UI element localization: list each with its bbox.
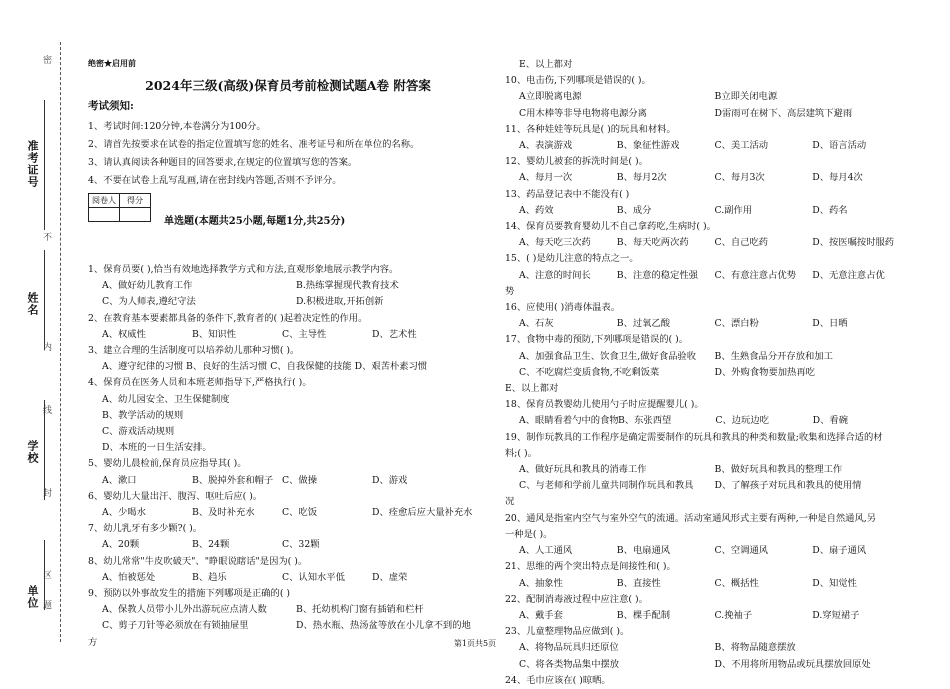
option: B、生熟食品分开存放和加工 [714,350,833,362]
option-row [505,657,910,673]
name-label: 姓名 [26,292,39,316]
grader-input[interactable] [89,208,120,222]
question-stem: 一种是( )。 [505,528,553,540]
score-input[interactable] [120,208,151,222]
option: A、做好幼儿教育工作 [102,280,193,292]
option: D、语言活动 [812,140,867,152]
option: C、为人师表,遵纪守法 [102,296,196,308]
option: A、遵守纪律的习惯 B、良好的生活习惯 C、自我保健的技能 D、艰苦朴素习惯 [102,361,428,373]
option-row [505,235,910,251]
question-stem: 5、婴幼儿晨检前,保育员应指导其( )。 [88,458,247,470]
question-stem: 20、通风是指室内空气与室外空气的流通。活动室通风形式主要有两种,一种是自然通风,另 [505,512,877,524]
option-row [505,89,910,105]
option-row [505,203,910,219]
option: C、将各类物品集中摆放 [519,658,620,670]
question-tail: 况 [505,496,515,508]
option: A、加强食品卫生、饮食卫生,做好食品验收 [519,350,697,362]
option: C、与老师和学前儿童共同制作玩具和教具 [519,480,694,492]
option: B、棵手配制 [616,609,671,621]
question-stem: 13、药品登记表中不能没有( ) [505,188,630,200]
option: B、知识性 [192,328,237,340]
note-item: 1、考试时间:120分钟,本卷满分为100分。 [88,121,266,132]
option: D、了解孩子对玩具和教具的使用情 [714,480,862,492]
option: D、无意注意占优 [812,269,885,281]
unit-label: 单位 [26,585,39,609]
seal-mark: 线 [41,405,51,414]
question-stem: 15、( )是幼儿注意的特点之一。 [505,253,639,265]
option: B、象征性游戏 [616,140,680,152]
option: D、外购食物要加热再吃 [714,366,815,378]
option: A、戴手套 [519,609,563,621]
option-row [88,505,490,521]
option: C、美工活动 [714,140,769,152]
seal-mark: 区 [41,570,51,579]
option: A、眼睛看着勺中的食物 [519,415,619,427]
option-row [505,138,910,154]
option: A、做好玩具和教具的消毒工作 [519,464,647,476]
question-stem: 24、毛巾应该在( )晾晒。 [505,674,611,686]
option: C、主导性 [282,328,327,340]
binding-margin [0,0,80,671]
option-row [505,365,910,381]
question-stem: 23、儿童整理物品应做到( )。 [505,626,630,638]
name-underline [44,250,45,350]
option: C、吃饭 [282,507,318,519]
option-row [88,278,490,294]
option: B、做好玩具和教具的整理工作 [714,464,843,476]
right-question-column [505,57,910,689]
exam-no-underline [44,100,45,230]
option-row [505,608,910,624]
option: D、不用将所用物品或玩具摆放回原处 [714,658,871,670]
option: B.热练掌握现代教育技术 [296,280,399,292]
note-item: 4、不要在试卷上乱写乱画,请在密封线内答题,否则不予评分。 [88,175,342,186]
question-stem: 9、预防以外事故发生的措施下列哪项是正确的( ) [88,588,291,600]
option: C、漂白粉 [714,318,759,330]
option: A、保教人员带小儿外出游玩应点清人数 [102,604,267,616]
question-stem: 19、制作玩教具的工作程序是确定需要制作的玩具和教具的种类和数量;收集和选择合适的材 [505,431,883,443]
option-row [88,327,490,343]
seal-mark: 封 [41,488,51,497]
question-stem: 12、婴幼儿被套的拆洗时间是( )。 [505,156,648,168]
question-stem: 11、各种娃娃等玩具是( )的玩具和材料。 [505,123,676,135]
option: A、每天吃三次药 [519,237,591,249]
question-stem: 3、建立合理的生活制度可以培养幼儿那种习惯( )。 [88,345,300,357]
option-row [88,570,490,586]
question-stem: 10、电击伤,下列哪项是错误的( )。 [505,75,651,87]
question-stem: 7、幼儿乳牙有多少颗?( )。 [88,523,203,535]
question-tail: E、以上都对 [505,383,559,395]
page-footer: 第1页共5页 [453,639,497,648]
option-row [505,543,910,559]
option-row [505,316,910,332]
option: B立即关闭电源 [714,91,778,103]
option-line: D、本班的一日生活安排。 [102,442,212,454]
option: C、边玩边吃 [715,415,769,427]
option: B、趋乐 [192,571,227,583]
seal-mark: 题 [41,600,51,609]
option-row [505,413,910,429]
section-heading: 单选题(本题共25小题,每题1分,共25分) [164,216,346,227]
option: A立即脱离电源 [519,91,582,103]
option: A、表演游戏 [519,140,573,152]
option: A、每月一次 [519,172,573,184]
option: A、抽象性 [519,577,563,589]
option-row [88,473,490,489]
option-row [505,349,910,365]
option: D.穿短裙子 [812,609,860,621]
question-stem: 1、保育员要( ),恰当有效地选择教学方式和方法,直观形象地展示教学内容。 [88,264,399,275]
option: A、人工通风 [519,545,573,557]
grader-cell: 阅卷人 [89,194,120,208]
option: D、扇子通风 [812,545,867,557]
option: D、虚荣 [372,571,408,583]
option-row [88,359,490,375]
question-stem: 17、食物中毒的预防,下列哪项是错误的( )。 [505,334,689,346]
question-stem: 16、应使用( )消毒体温表。 [505,302,621,314]
seal-line [60,42,61,642]
option: C、每月3次 [714,172,765,184]
option: C.副作用 [714,204,753,216]
option: A、20颗 [102,539,140,551]
option: B、及时补充水 [192,507,255,519]
option: A、药效 [519,204,554,216]
option: C、概括性 [714,577,759,589]
option: B、每天吃两次药 [616,237,689,249]
option: B、东张西望 [618,415,672,427]
option: D、游戏 [372,474,408,486]
option-row [505,478,910,494]
option-row [88,618,490,634]
question-stem: 21、思维的两个突出特点是间接性和( )。 [505,561,676,573]
option-row [505,462,910,478]
option: C、认知水平低 [282,571,345,583]
option: B、电扇通风 [616,545,671,557]
option: B、直接性 [616,577,661,589]
option: B、成分 [616,204,652,216]
option-row [88,602,490,618]
option: B、24颗 [192,539,230,551]
seal-mark: 不 [41,232,51,241]
option: D、痊愈后应大量补充水 [372,507,473,519]
score-cell: 得分 [120,194,151,208]
option: B、过氧乙酸 [616,318,671,330]
option: D、每月4次 [812,172,863,184]
seal-mark: 密 [41,55,51,64]
option: C.挽袖子 [714,609,753,621]
option: D.积极进取,开拓创新 [296,296,384,308]
option: A、注意的时间长 [519,269,591,281]
option: D、药名 [812,204,848,216]
option: C、剪子刀针等必须放在有锁抽屉里 [102,620,249,632]
option: B、注意的稳定性强 [616,269,698,281]
option: A、漱口 [102,474,137,486]
question-stem: 8、幼儿常常"牛皮吹破天"、"睁眼说瞎话"是因为( )。 [88,555,308,567]
option: D、热水瓶、热汤盆等放在小儿拿不到的地 [296,620,471,632]
option-line: B、教学活动的规则 [102,409,184,421]
question-stem: 料;( )。 [505,447,537,459]
option: C、32颗 [282,539,320,551]
option-line: C、游戏活动规则 [102,426,175,438]
option: B、将物品随意摆放 [714,642,796,654]
option: A、将物品玩具归还原位 [519,642,619,654]
secret-label: 绝密★启用前 [88,58,136,68]
option: D、日晒 [812,318,848,330]
option: A、少喝水 [102,507,146,519]
question-stem: 4、保育员在医务人员和本班老师指导下,严格执行( )。 [88,377,312,389]
option-row [505,576,910,592]
option: A、怕被惩处 [102,571,156,583]
option-row [505,106,910,122]
option: D、按医嘱按时服药 [812,237,895,249]
option-row [88,537,490,553]
option: C、有意注意占优势 [714,269,796,281]
option: B、每月2次 [616,172,667,184]
question-stem: 14、保育员要教育婴幼儿不自己拿药吃,生病时( )。 [505,221,716,233]
question-stem: 18、保育员教婴幼儿使用勺子时应提醒婴儿( )。 [505,399,704,411]
option-row [505,170,910,186]
option: D、艺术性 [372,328,417,340]
score-table [88,193,151,222]
question-stem: 22、配制消毒液过程中应注意( )。 [505,593,648,605]
option: C、自己吃药 [714,237,769,249]
exam-no-label: 准考证号 [26,140,39,188]
option-line: A、幼儿园安全、卫生保健制度 [102,393,230,405]
option: D雷雨可在树下、高层建筑下避雨 [714,107,853,119]
option: B、托幼机构门窗有插销和栏杆 [296,604,424,616]
note-item: 3、请认真阅读各种题目的回答要求,在规定的位置填写您的答案。 [88,157,358,168]
school-label: 学校 [26,440,39,464]
left-question-column [88,262,490,651]
option: A、石灰 [519,318,554,330]
option: C、做操 [282,474,318,486]
option: A、权威性 [102,328,146,340]
notes-heading: 考试须知: [88,100,134,112]
option: D、看碗 [812,415,849,427]
option-row [88,294,490,310]
option: C、空调通风 [714,545,769,557]
question-tail: 方 [88,636,98,648]
answer-line: E、以上都对 [519,59,573,70]
seal-mark: 内 [41,342,51,351]
option: C、不吃腐烂变质食物,不吃剩饭菜 [519,366,660,378]
option-row [505,268,910,284]
page-title: 2024年三级(高级)保育员考前检测试题A卷 附答案 [145,78,431,93]
question-stem: 6、婴幼儿大量出汗、腹泻、呕吐后应( )。 [88,490,263,502]
option: C用木棒等非导电物将电源分离 [519,107,647,119]
question-tail: 势 [505,285,515,297]
note-item: 2、请首先按要求在试卷的指定位置填写您的姓名、准考证号和所在单位的名称。 [88,139,420,150]
option: B、脱掉外套和帽子 [192,474,274,486]
school-underline [44,400,45,500]
option: D、知觉性 [812,577,857,589]
question-stem: 2、在教育基本要素都具备的条件下,教育者的( )起着决定性的作用。 [88,312,368,324]
